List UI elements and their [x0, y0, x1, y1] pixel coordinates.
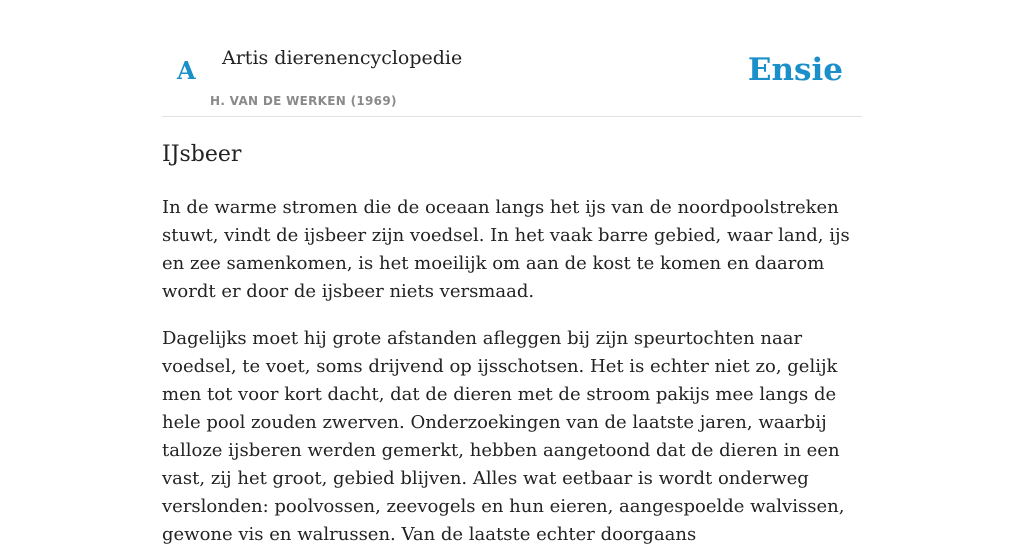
book-title-link[interactable]: Artis dierenencyclopedie: [222, 47, 463, 69]
ensie-logo-link[interactable]: Ensie: [747, 52, 843, 88]
index-letter-link[interactable]: A: [177, 56, 196, 85]
article: [162, 140, 872, 549]
entry-title: IJsbeer: [162, 142, 242, 167]
book-author: H. VAN DE WERKEN (1969): [210, 94, 397, 108]
article-paragraph: In de warme stromen die de oceaan langs het ijs van de noordpoolstreken stuwt, vindt de ijsbeer zijn voedsel. In het vaak barre gebied, waar land, ijs en zee samenkomen, is het moeilijk om aan de kost te komen en daarom wordt er door de ijsbeer niets versmaad.: [162, 197, 850, 302]
article-paragraph: Dagelijks moet hij grote afstanden afleggen bij zijn speurtochten naar voedsel, te voet, soms drijvend op ijsschotsen. Het is echter niet zo, gelijk men tot voor kort dacht, dat de dieren met de stroom pakijs mee langs de hele pool zouden zwerven. Onderzoekingen van de laatste jaren, waarbij talloze ijsberen werden gemerkt, hebben aangetoond dat de dieren in een vast, zij het groot, gebied blijven. Alles wat eetbaar is wordt onderweg verslonden: poolvossen, zeevogels en hun eieren, aangespoelde walvissen, gewone vis en walrussen. Van de laatste echter doorgaans: [162, 328, 845, 545]
page-header: [162, 0, 862, 117]
